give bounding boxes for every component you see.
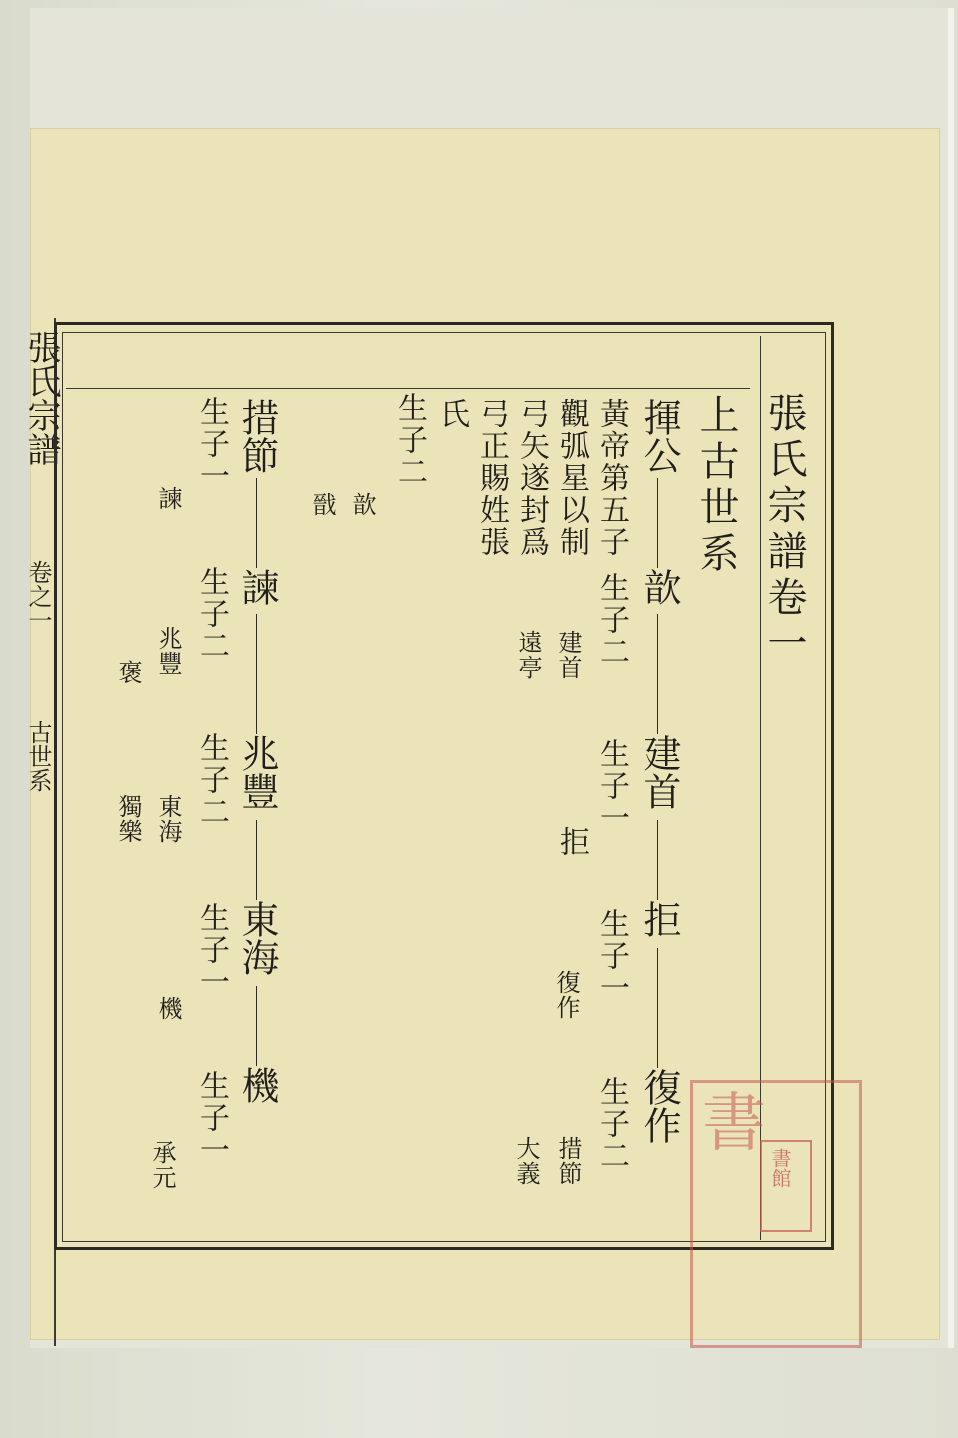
son-ji: 機 — [154, 996, 182, 1021]
lineage-line — [657, 948, 658, 1068]
note-sheng-er: 生子二 — [594, 572, 629, 668]
node-xin: 歆 — [637, 568, 681, 606]
lineage-line — [657, 820, 658, 900]
note-dong-sheng: 生子一 — [194, 902, 229, 998]
seal-small-text: 書館 — [768, 1148, 792, 1188]
lineage-line — [657, 614, 658, 734]
node-donghai: 東海 — [235, 900, 279, 976]
lineage-line — [256, 478, 257, 568]
note-sheng-er-2: 生子二 — [594, 1076, 629, 1172]
son-xin: 歆 — [348, 492, 376, 517]
lineage-line — [256, 986, 257, 1066]
son-cuojie: 措節 — [554, 1136, 582, 1186]
note-zhao-sheng: 生子二 — [194, 732, 229, 828]
section-title: 上古世系 — [693, 394, 739, 578]
son-bao: 褒 — [114, 660, 142, 685]
lineage-line — [657, 478, 658, 568]
son-chengyuan: 承元 — [148, 1140, 176, 1190]
spine-strip — [21, 318, 61, 1346]
note-shi: 氏 — [434, 398, 469, 430]
spine-title: 張氏宗譜 — [21, 330, 61, 466]
spine-volume: 卷之一 — [24, 560, 52, 632]
note-xin-sheng: 生子二 — [392, 392, 427, 488]
node-ji: 機 — [235, 1066, 279, 1104]
seal-glyph: 書 — [702, 1087, 766, 1161]
son-donghai: 東海 — [154, 794, 182, 844]
note-gong2: 弓正賜姓張 — [474, 398, 509, 558]
lineage-line — [256, 614, 257, 734]
header-rule — [66, 388, 750, 389]
son-dule: 獨樂 — [114, 794, 142, 844]
son-fuzuo: 復作 — [552, 970, 580, 1020]
lineage-line — [256, 820, 257, 900]
son-yuanting: 遠亭 — [514, 630, 542, 680]
spine-section: 古世系 — [24, 720, 52, 792]
note-guan: 觀弧星以制 — [554, 398, 589, 558]
node-cuojie: 措節 — [235, 398, 279, 474]
note-gong: 弓矢遂封爲 — [514, 398, 549, 558]
node-zhaofeng: 兆豐 — [235, 734, 279, 810]
note-ji-sheng: 生子一 — [194, 1070, 229, 1166]
note-sheng-yi-1: 生子一 — [594, 738, 629, 834]
book-title: 張氏宗譜卷一 — [761, 392, 807, 668]
note-cuo-sheng: 生子一 — [194, 396, 229, 492]
node-jianshou: 建首 — [637, 734, 681, 810]
son-jian2: 戩 — [308, 492, 336, 517]
node-ju: 拒 — [637, 900, 681, 938]
node-fuzuo: 復作 — [637, 1068, 681, 1144]
son-zhaofeng: 兆豐 — [154, 626, 182, 676]
note-sheng-yi-2: 生子一 — [594, 908, 629, 1004]
node-jian: 諫 — [235, 568, 279, 606]
note-jian-sheng: 生子二 — [194, 566, 229, 662]
node-huigong: 揮公 — [637, 398, 681, 474]
note-huangdi: 黃帝第五子 — [594, 398, 629, 558]
son-jian: 諫 — [154, 486, 182, 511]
son-ju: 拒 — [554, 826, 589, 858]
son-jianshou: 建首 — [554, 630, 582, 680]
son-dayi: 大義 — [512, 1136, 540, 1186]
